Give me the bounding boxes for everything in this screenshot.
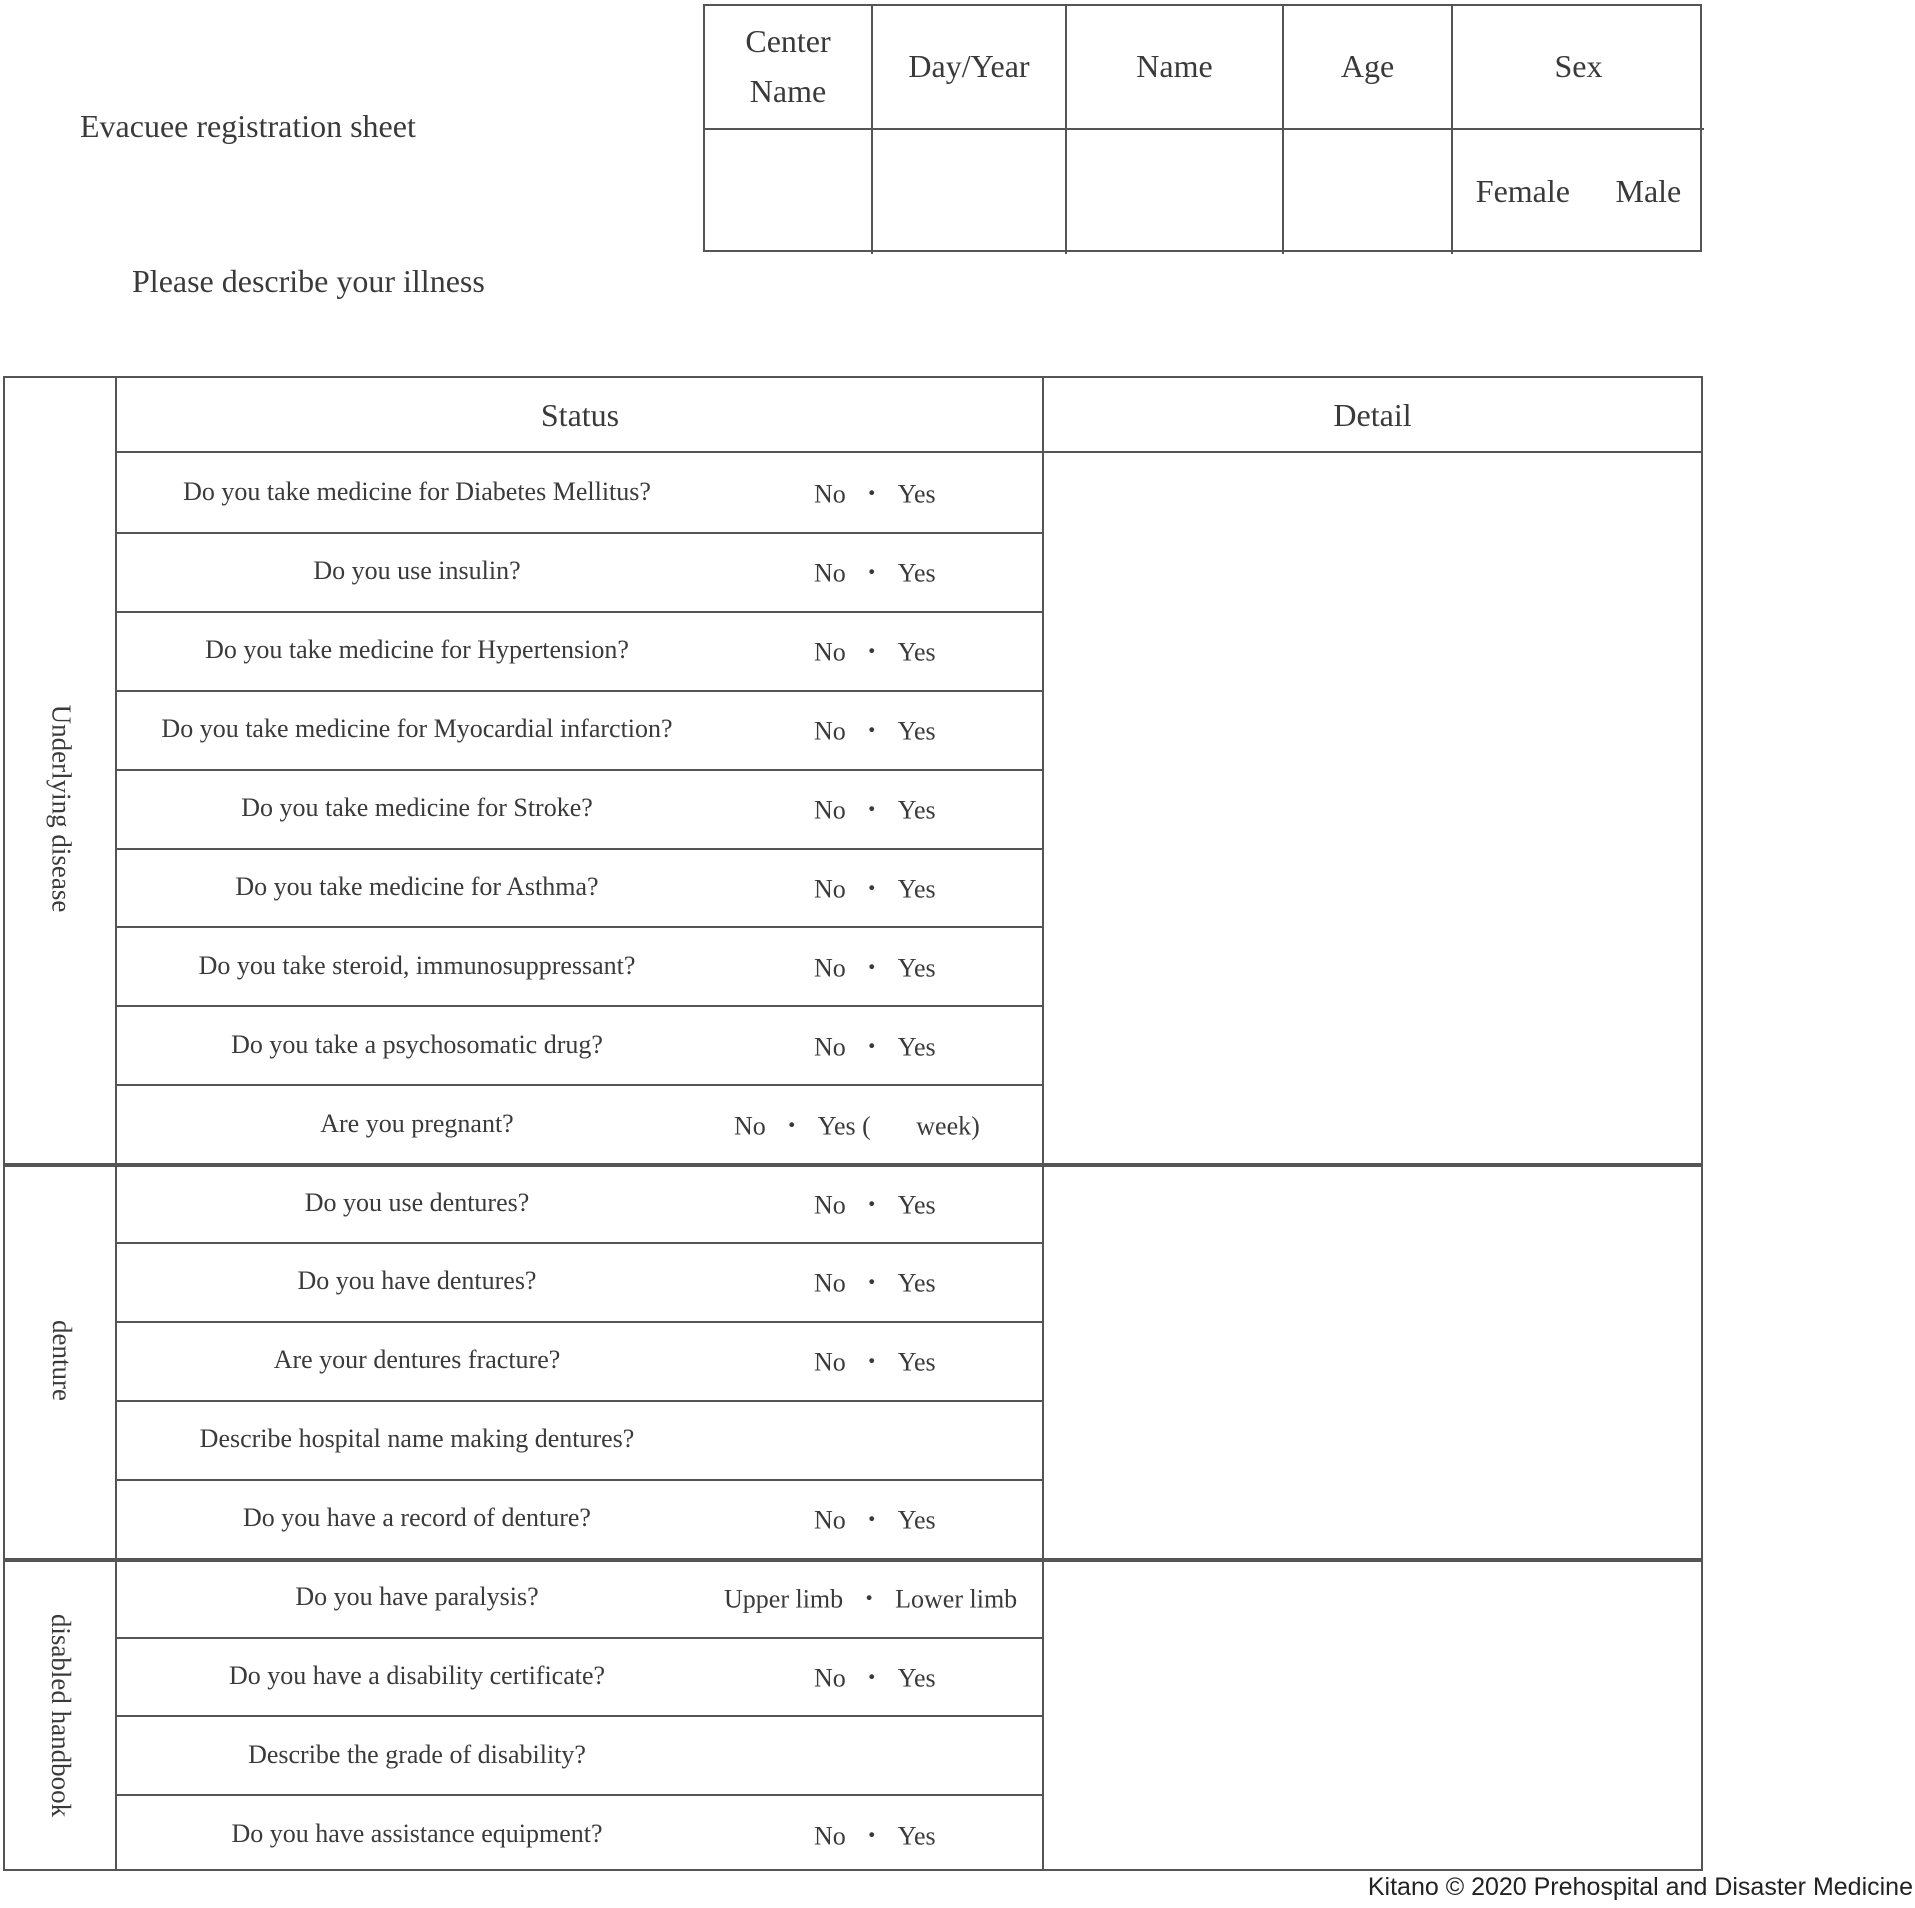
- question-text: Are your dentures fracture?: [273, 1345, 561, 1375]
- status-header: Status: [540, 396, 620, 433]
- question-text: Do you take medicine for Myocardial infarction?: [161, 714, 673, 744]
- answer-options[interactable]: No ・ Yes: [814, 637, 936, 667]
- sex-option-male[interactable]: Male: [1615, 173, 1682, 210]
- age-cell[interactable]: [1284, 130, 1453, 254]
- question-row: [117, 1242, 1043, 1321]
- question-row: [117, 453, 1043, 532]
- copyright-credit: Kitano © 2020 Prehospital and Disaster Medicine: [1367, 1873, 1913, 1901]
- question-row: [117, 1084, 1043, 1163]
- answer-options[interactable]: Upper limb ・ Lower limb: [724, 1584, 1018, 1614]
- name-cell[interactable]: [1067, 130, 1284, 254]
- question-text: Do you take medicine for Hypertension?: [205, 635, 629, 665]
- answer-options[interactable]: No ・ Yes: [814, 716, 936, 746]
- question-row: [117, 1005, 1043, 1084]
- answer-options[interactable]: No ・ Yes: [814, 1821, 936, 1851]
- question-row: [117, 1321, 1043, 1400]
- question-text: Do you have paralysis?: [295, 1582, 539, 1612]
- answer-options[interactable]: No ・ Yes: [814, 953, 936, 983]
- answer-options[interactable]: No ・ Yes: [814, 479, 936, 509]
- question-row: [117, 532, 1043, 611]
- sheet-subtitle: Please describe your illness: [132, 263, 485, 299]
- group-label-text: disabled handbook: [46, 1613, 77, 1817]
- question-row: [117, 1163, 1043, 1242]
- answer-options[interactable]: No ・ Yes: [814, 795, 936, 825]
- question-text: Do you have a record of denture?: [243, 1503, 591, 1533]
- question-text: Do you take steroid, immunosuppressant?: [198, 950, 636, 980]
- question-row: [117, 1479, 1043, 1558]
- question-text: Describe the grade of disability?: [248, 1739, 586, 1769]
- question-row: [117, 769, 1043, 848]
- header-col-day-year: Day/Year: [873, 6, 1067, 130]
- question-row: [117, 1794, 1043, 1873]
- answer-options[interactable]: No ・ Yes: [814, 1505, 936, 1535]
- header-col-age: Age: [1284, 6, 1453, 130]
- question-text: Do you take a psychosomatic drug?: [231, 1029, 603, 1059]
- question-row: [117, 1715, 1043, 1794]
- answer-options[interactable]: No ・ Yes: [814, 1032, 936, 1062]
- question-row: [117, 1637, 1043, 1716]
- center-name-cell[interactable]: [705, 130, 873, 254]
- sex-option-female[interactable]: Female: [1475, 173, 1570, 210]
- question-text: Do you take medicine for Diabetes Mellitus?: [183, 477, 651, 507]
- question-text: Do you take medicine for Stroke?: [241, 793, 593, 823]
- answer-options[interactable]: No ・ Yes: [814, 1347, 936, 1377]
- header-table: [703, 4, 1702, 252]
- question-row: [117, 926, 1043, 1005]
- question-text: Describe hospital name making dentures?: [199, 1424, 635, 1454]
- question-text: Do you take medicine for Asthma?: [235, 871, 599, 901]
- header-col-center-name: Center Name: [705, 6, 873, 130]
- question-text: Do you have assistance equipment?: [231, 1818, 603, 1848]
- header-col-name: Name: [1067, 6, 1284, 130]
- header-col-sex: Sex: [1453, 6, 1704, 130]
- detail-header: Detail: [1333, 396, 1412, 433]
- question-row: [117, 848, 1043, 927]
- question-text: Do you have dentures?: [297, 1266, 537, 1296]
- question-text: Do you use dentures?: [304, 1187, 530, 1217]
- question-row: [117, 611, 1043, 690]
- answer-options[interactable]: No ・ Yes: [814, 1663, 936, 1693]
- answer-options[interactable]: No ・ Yes ( week): [734, 1111, 980, 1141]
- day-year-cell[interactable]: [873, 130, 1067, 254]
- group-label-text: Underlying disease: [46, 704, 77, 912]
- group-label-text: denture: [46, 1319, 77, 1401]
- question-text: Are you pregnant?: [320, 1108, 514, 1138]
- group-label: [5, 1163, 117, 1558]
- question-row: [117, 1558, 1043, 1637]
- question-row: [117, 690, 1043, 769]
- answer-options[interactable]: No ・ Yes: [814, 1190, 936, 1220]
- sheet-title: Evacuee registration sheet: [80, 108, 416, 144]
- answer-options[interactable]: No ・ Yes: [814, 874, 936, 904]
- question-text: Do you have a disability certificate?: [228, 1660, 606, 1690]
- answer-options[interactable]: No ・ Yes: [814, 558, 936, 588]
- question-row: [117, 1400, 1043, 1479]
- question-text: Do you use insulin?: [313, 556, 521, 586]
- group-label: [5, 1558, 117, 1874]
- sex-cell[interactable]: [1453, 130, 1704, 254]
- group-label: [5, 453, 117, 1163]
- health-questionnaire-table: [3, 376, 1703, 1871]
- answer-options[interactable]: No ・ Yes: [814, 1268, 936, 1298]
